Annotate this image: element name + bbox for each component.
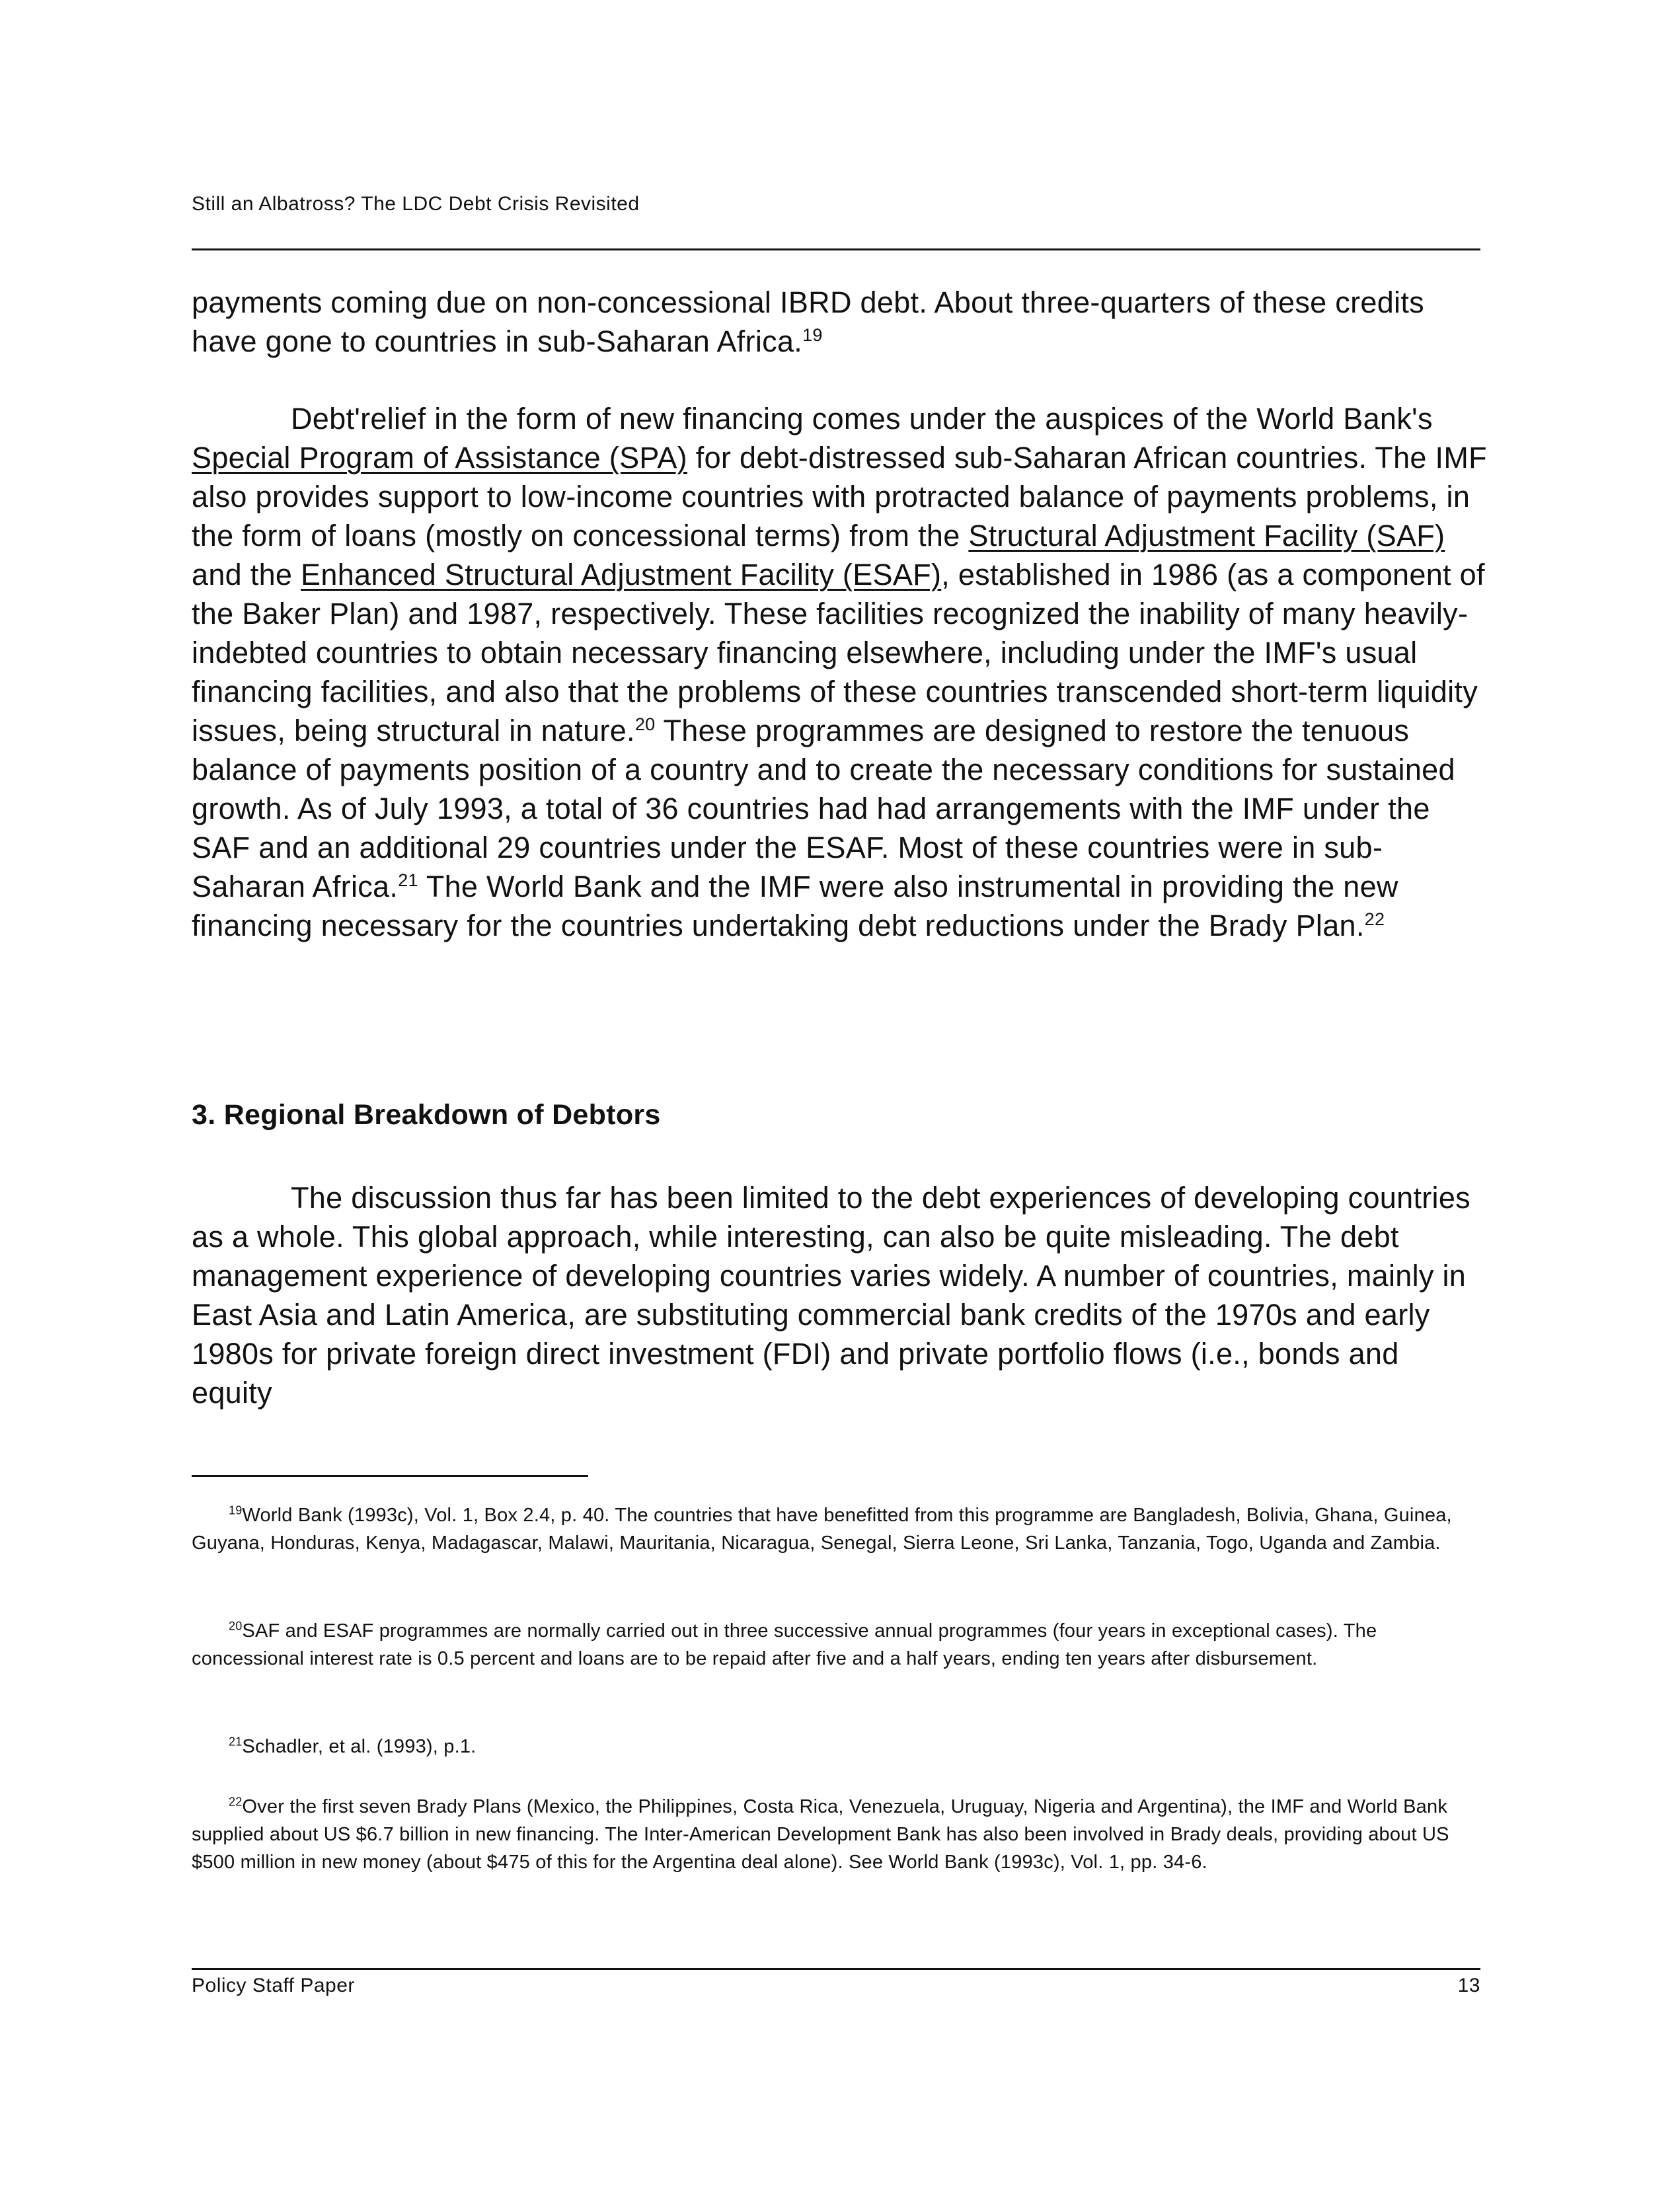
running-header: Still an Albatross? The LDC Debt Crisis Revisited	[192, 193, 640, 215]
paragraph-2-segment: and the	[192, 558, 301, 591]
footnote-19	[192, 1501, 1480, 1557]
footnote-number: 19	[229, 1503, 243, 1517]
footnote-ref-22[interactable]: 22	[1364, 909, 1385, 929]
footnote-text: Over the first seven Brady Plans (Mexico, the Philippines, Costa Rica, Venezuela, Uruguay, Nigeria and Argentina), the IMF and World Bank supplied about US $6.7 billion in new financing. The Inter-American Development Bank has also been involved in Brady deals, providing about US $500 million in new money (about $475 of this for the Argentina deal alone). See World Bank (1993c), Vol. 1, pp. 34-6.	[192, 1796, 1449, 1873]
footnote-ref-19[interactable]: 19	[802, 325, 823, 345]
paragraph-2-segment: Debt'relief in the form of new financing comes under the auspices of the World Bank's	[291, 402, 1433, 435]
footnote-text: World Bank (1993c), Vol. 1, Box 2.4, p. 40. The countries that have benefitted from this programme are Bangladesh, Bolivia, Ghana, Guinea, Guyana, Honduras, Kenya, Madagascar, Malawi, Mauritania, Nicaragua, Senegal, Sierra Leone, Sri Lanka, Tanzania, Togo, Uganda and Zambia.	[192, 1505, 1452, 1554]
footnote-text: Schadler, et al. (1993), p.1.	[242, 1736, 477, 1757]
paragraph-3	[192, 1178, 1487, 1412]
spa-underlined-term: Special Program of Assistance (SPA)	[192, 441, 687, 474]
footnote-number: 22	[229, 1795, 243, 1809]
footnote-number: 20	[229, 1619, 243, 1633]
footnote-separator	[192, 1475, 588, 1477]
paragraph-1	[192, 283, 1487, 361]
footnote-21	[192, 1733, 1480, 1760]
running-footer	[192, 1975, 1480, 1997]
footnote-text: SAF and ESAF programmes are normally carried out in three successive annual programmes (four years in exceptional cases). The concessional interest rate is 0.5 percent and loans are to be repaid after five and a half years, ending ten years after disbursement.	[192, 1620, 1377, 1669]
section-heading: 3. Regional Breakdown of Debtors	[192, 1099, 661, 1131]
saf-underlined-term: Structural Adjustment Facility (SAF)	[968, 519, 1445, 552]
footnote-22	[192, 1793, 1480, 1876]
paragraph-2-segment: , established in 1986 (as a component of the Baker Plan) and 1987, respectively. These facilities recognized the inability of many heavily-indebted countries to obtain necessary financing elsewhere, including under the IMF's usual financing facilities, and also that the problems of these countries transcended short-term liquidity issues, being structural in nature.	[192, 558, 1485, 747]
esaf-underlined-term: Enhanced Structural Adjustment Facility (ESAF)	[301, 558, 942, 591]
footer-rule	[192, 1968, 1480, 1970]
page-number: 13	[1457, 1975, 1480, 1996]
footnote-ref-21[interactable]: 21	[398, 870, 418, 890]
footer-series-title: Policy Staff Paper	[192, 1975, 355, 1996]
paragraph-2-segment: for debt-distressed sub-Saharan African countries. The IMF also provides support to low-income countries with protracted balance of payments problems, in the form of loans (mostly on concessional terms) from the	[192, 441, 1487, 552]
paragraph-2	[192, 399, 1487, 945]
paragraph-1-text: payments coming due on non-concessional IBRD debt. About three-quarters of these credits have gone to countries in sub-Saharan Africa.	[192, 285, 1424, 358]
footnote-ref-20[interactable]: 20	[634, 714, 656, 734]
footnote-20	[192, 1617, 1480, 1673]
paragraph-2-segment: The World Bank and the IMF were also instrumental in providing the new financing necessary for the countries undertaking debt reductions under the Brady Plan.	[192, 870, 1398, 942]
paragraph-3-text: The discussion thus far has been limited to the debt experiences of developing countries as a whole. This global approach, while interesting, can also be quite misleading. The debt management experience of developing countries varies widely. A number of countries, mainly in East Asia and Latin America, are substituting commercial bank credits of the 1970s and early 1980s for private foreign direct investment (FDI) and private portfolio flows (i.e., bonds and equity	[192, 1181, 1470, 1410]
header-rule	[192, 248, 1480, 250]
paragraph-2-segment: These programmes are designed to restore the tenuous balance of payments position of a country and to create the necessary conditions for sustained growth. As of July 1993, a total of 36 countries had had arrangements with the IMF under the SAF and an additional 29 countries under the ESAF. Most of these countries were in sub-Saharan Africa.	[192, 714, 1455, 903]
footnote-number: 21	[229, 1735, 243, 1749]
